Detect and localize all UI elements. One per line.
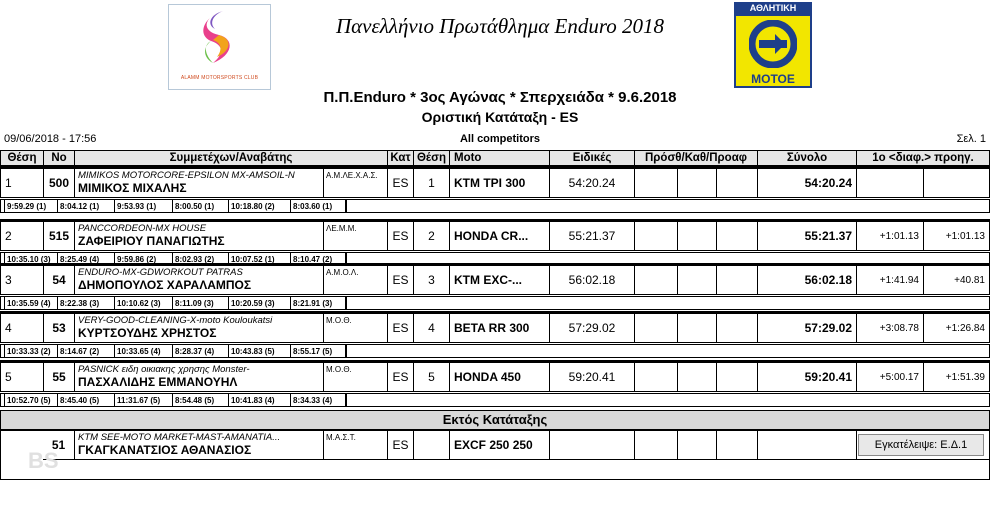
rider-moto: HONDA 450	[449, 362, 550, 392]
rider-team: PASNICK ειδη οικιακης χρησης Monster-	[78, 364, 250, 375]
rider-moto: BETA RR 300	[449, 313, 550, 343]
print-datetime: 09/06/2018 - 17:56	[4, 133, 97, 145]
stage-time: 8:21.91 (3)	[290, 296, 346, 310]
diff-previous: +1:01.13	[923, 221, 990, 251]
diff-previous: +1:51.39	[923, 362, 990, 392]
page-number: Σελ. 1	[956, 133, 986, 145]
rider-category: ES	[387, 362, 414, 392]
federation-logo-top-text: ΑΘΛΗΤΙΚΗ	[734, 2, 812, 14]
stage-time: 10:10.62 (3)	[114, 296, 173, 310]
diff-previous	[923, 168, 990, 198]
federation-emblem-icon	[749, 20, 797, 68]
stage-time: 8:02.93 (2)	[172, 252, 229, 266]
category-position: 3	[413, 265, 450, 295]
rider-team: KTM SEE-MOTO MARKET-MAST-AMANATIA...	[78, 432, 281, 443]
total-time: 55:21.37	[757, 221, 857, 251]
rider-number: 515	[43, 221, 75, 251]
diff-first: +1:01.13	[856, 221, 924, 251]
result-position: 5	[0, 362, 44, 392]
rider-moto: EXCF 250 250	[449, 430, 550, 460]
col-header-position: Θέση	[0, 150, 44, 166]
stage-time: 10:18.80 (2)	[228, 199, 291, 213]
category-position: 5	[413, 362, 450, 392]
stage-time: 10:41.83 (4)	[228, 393, 291, 407]
rider-club: Α.Μ.Ο.Λ.	[323, 265, 388, 295]
diff-first	[856, 168, 924, 198]
rider-name: ΓΚΑΓΚΑΝΑΤΣΙΟΣ ΑΘΑΝΑΣΙΟΣ	[78, 443, 252, 457]
results-table	[0, 150, 990, 166]
stage-time: 8:28.37 (4)	[172, 344, 229, 358]
result-position: 4	[0, 313, 44, 343]
table-row	[0, 362, 990, 408]
category-position: 4	[413, 313, 450, 343]
diff-first: +5:00.17	[856, 362, 924, 392]
category-position: 1	[413, 168, 450, 198]
category-position: 2	[413, 221, 450, 251]
rider-team: ENDURO-MX-GDWORKOUT PATRAS	[78, 267, 243, 278]
rider-team: VERY-GOOD-CLEANING-X-moto Kouloukatsi	[78, 315, 273, 326]
stage-time: 10:35.59 (4)	[4, 296, 58, 310]
total-time: 59:20.41	[757, 362, 857, 392]
stage-time: 9:53.93 (1)	[114, 199, 173, 213]
stage-time: 8:11.09 (3)	[172, 296, 229, 310]
special-stages-time: 54:20.24	[549, 168, 635, 198]
stage-time: 8:04.12 (1)	[57, 199, 115, 213]
stage-time-filler	[346, 296, 990, 310]
federation-logo-bottom-text: ΜΟΤΟΕ	[734, 70, 812, 88]
stage-time: 8:25.49 (4)	[57, 252, 115, 266]
club-logo-text: ALAMM MOTORSPORTS CLUB	[180, 75, 259, 81]
rider-category: ES	[387, 265, 414, 295]
stage-time: 10:07.52 (1)	[228, 252, 291, 266]
col-header-total: Σύνολο	[757, 150, 857, 166]
stage-time: 8:03.60 (1)	[290, 199, 346, 213]
rider-category: ES	[387, 221, 414, 251]
rider-number: 55	[43, 362, 75, 392]
rider-name: ΚΥΡΤΣΟΥΔΗΣ ΧΡΗΣΤΟΣ	[78, 326, 217, 340]
rider-club: Μ.Ο.Θ.	[323, 313, 388, 343]
rider-moto: HONDA CR...	[449, 221, 550, 251]
event-title: Π.Π.Enduro * 3ος Αγώνας * Σπερχειάδα * 9.6.2018	[323, 89, 677, 106]
stage-time: 9:59.29 (1)	[4, 199, 58, 213]
rider-category: ES	[387, 168, 414, 198]
col-header-rider: Συμμετέχων/Αναβάτης	[74, 150, 388, 166]
diff-previous: +40.81	[923, 265, 990, 295]
club-logo	[168, 4, 271, 90]
result-position: 1	[0, 168, 44, 198]
col-header-category-position: Θέση	[413, 150, 450, 166]
stage-time-filler	[346, 344, 990, 358]
rider-team: MIMIKOS MOTORCORE-EPSILON MX-AMSOIL-N	[78, 170, 295, 181]
stage-time-filler	[346, 199, 990, 213]
rider-moto: KTM EXC-...	[449, 265, 550, 295]
retired-status: Εγκατέλειψε: Ε.Δ.1	[858, 434, 984, 456]
stage-time: 10:20.59 (3)	[228, 296, 291, 310]
result-position: 3	[0, 265, 44, 295]
col-header-category: Κατ	[387, 150, 414, 166]
rider-moto: KTM TPI 300	[449, 168, 550, 198]
stage-time: 8:14.67 (2)	[57, 344, 115, 358]
page-title: Πανελλήνιο Πρωτάθλημα Enduro 2018	[335, 14, 665, 38]
rider-number: 53	[43, 313, 75, 343]
stage-time-filler	[346, 393, 990, 407]
special-stages-time: 59:20.41	[549, 362, 635, 392]
special-stages-time: 57:29.02	[549, 313, 635, 343]
rider-name: ΖΑΦΕΙΡΙΟΥ ΠΑΝΑΓΙΩΤΗΣ	[78, 234, 225, 248]
federation-logo	[734, 2, 812, 88]
rider-number: 54	[43, 265, 75, 295]
col-header-moto: Moto	[449, 150, 550, 166]
table-row	[0, 168, 990, 214]
stage-time: 10:43.83 (5)	[228, 344, 291, 358]
rider-category: ES	[387, 430, 414, 460]
stage-time: 8:34.33 (4)	[290, 393, 346, 407]
total-time: 56:02.18	[757, 265, 857, 295]
total-time: 54:20.24	[757, 168, 857, 198]
col-header-specials: Ειδικές	[549, 150, 635, 166]
total-time: 57:29.02	[757, 313, 857, 343]
diff-previous: +1:26.84	[923, 313, 990, 343]
col-header-penalties: Πρόσθ/Καθ/Προαφ	[634, 150, 758, 166]
stage-time: 8:00.50 (1)	[172, 199, 229, 213]
stage-time: 8:45.40 (5)	[57, 393, 115, 407]
stage-time: 8:10.47 (2)	[290, 252, 346, 266]
result-position: 2	[0, 221, 44, 251]
rider-club: Μ.Α.Σ.Τ.	[323, 430, 388, 460]
stage-time: 8:55.17 (5)	[290, 344, 346, 358]
stage-time: 10:52.70 (5)	[4, 393, 58, 407]
stage-time: 8:54.48 (5)	[172, 393, 229, 407]
rider-club: Μ.Ο.Θ.	[323, 362, 388, 392]
table-row	[0, 265, 990, 311]
stage-time: 10:33.65 (4)	[114, 344, 173, 358]
out-of-ranking-header: Εκτός Κατάταξης	[0, 410, 990, 430]
special-stages-time: 55:21.37	[549, 221, 635, 251]
competitor-filter: All competitors	[459, 133, 541, 145]
rider-name: ΜΙΜΙΚΟΣ ΜΙΧΑΛΗΣ	[78, 181, 187, 195]
table-row	[0, 313, 990, 359]
stage-time: 10:35.10 (3)	[4, 252, 58, 266]
col-header-diff: 1ο <διαφ.> προηγ.	[856, 150, 990, 166]
watermark: BS	[28, 448, 59, 473]
table-row	[0, 221, 990, 267]
stage-time: 10:33.33 (2)	[4, 344, 58, 358]
rider-category: ES	[387, 313, 414, 343]
out-of-ranking-row	[0, 430, 990, 480]
diff-first: +1:41.94	[856, 265, 924, 295]
col-header-number: Νο	[43, 150, 75, 166]
stage-time: 9:59.86 (2)	[114, 252, 173, 266]
rider-number: 51	[43, 430, 75, 460]
rider-team: PANCCORDEON-MX HOUSE	[78, 223, 207, 234]
classification-title: Οριστική Κατάταξη - ES	[421, 109, 579, 125]
special-stages-time: 56:02.18	[549, 265, 635, 295]
swirl-logo-icon	[193, 9, 245, 65]
rider-number: 500	[43, 168, 75, 198]
rider-name: ΠΑΣΧΑΛΙΔΗΣ ΕΜΜΑΝΟΥΗΛ	[78, 375, 238, 389]
rider-club: ΛΕ.Μ.Μ.	[323, 221, 388, 251]
stage-time: 8:22.38 (3)	[57, 296, 115, 310]
rider-name: ΔΗΜΟΠΟΥΛΟΣ ΧΑΡΑΛΑΜΠΟΣ	[78, 278, 252, 292]
stage-time: 11:31.67 (5)	[114, 393, 173, 407]
rider-club: Α.Μ.ΛΕ.Χ.Α.Σ.	[323, 168, 388, 198]
diff-first: +3:08.78	[856, 313, 924, 343]
